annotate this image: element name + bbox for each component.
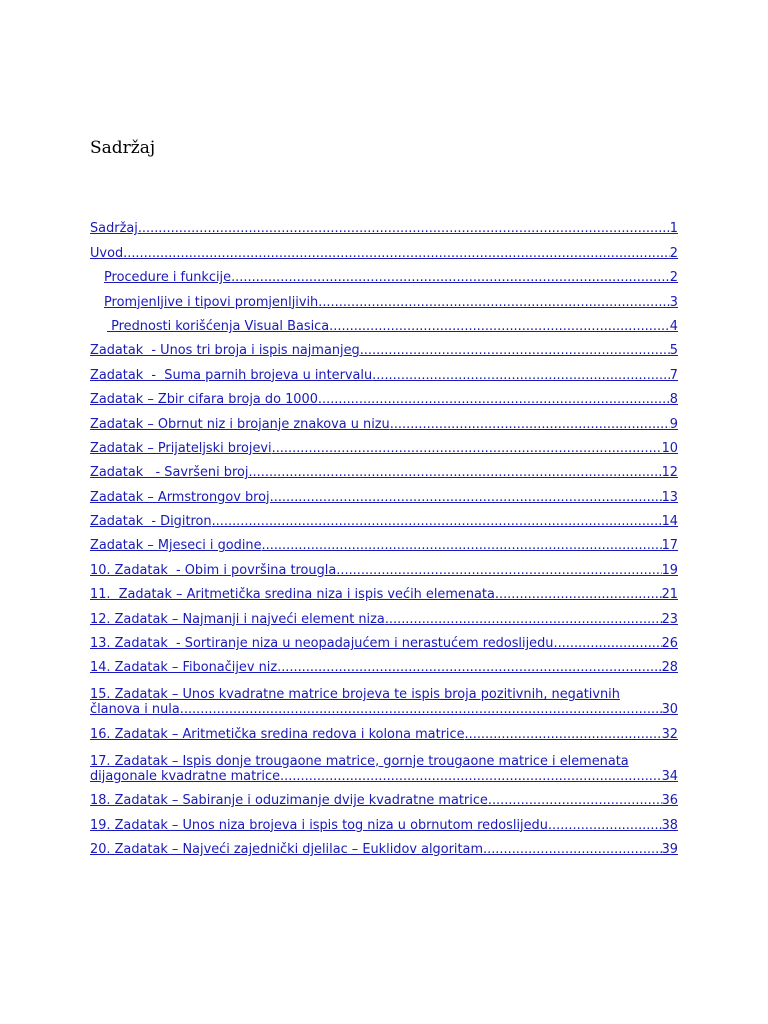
toc-entry-title-line1: 15. Zadatak – Unos kvadratne matrice brojeva te ispis broja pozitivnih, negativnih xyxy=(90,687,620,703)
toc-page-number: 21 xyxy=(661,587,678,603)
toc-page-number: 23 xyxy=(661,611,678,627)
toc-entry-title: 16. Zadatak – Aritmetička sredina redova i kolona matrice xyxy=(90,726,465,742)
table-of-contents xyxy=(90,212,678,857)
toc-dot-leader xyxy=(231,270,670,285)
toc-dot-leader xyxy=(372,368,670,383)
toc-entry-title: Zadatak - Unos tri broja i ispis najmanjeg xyxy=(90,343,360,359)
toc-page-number: 38 xyxy=(661,817,678,833)
toc-entry-title: Zadatak - Savršeni broj xyxy=(90,465,249,481)
toc-page-number: 17 xyxy=(661,538,678,554)
toc-entry[interactable] xyxy=(90,285,678,309)
toc-page-number: 32 xyxy=(661,726,678,742)
toc-page-number: 4 xyxy=(669,318,678,334)
toc-page-number: 39 xyxy=(661,841,678,857)
toc-page-number: 10 xyxy=(661,440,678,456)
toc-entry[interactable] xyxy=(90,742,678,784)
toc-page-number: 26 xyxy=(661,636,678,652)
toc-page-number: 7 xyxy=(669,367,678,383)
toc-page-number: 2 xyxy=(669,270,678,286)
toc-dot-leader xyxy=(495,587,662,602)
toc-dot-leader xyxy=(318,295,670,310)
toc-dot-leader xyxy=(262,538,662,553)
toc-entry[interactable] xyxy=(90,456,678,480)
toc-heading: Sadržaj xyxy=(90,138,156,158)
toc-entry-title: 18. Zadatak – Sabiranje i oduzimanje dvije kvadratne matrice xyxy=(90,793,488,809)
toc-entry-title: Zadatak – Mjeseci i godine xyxy=(90,538,262,554)
toc-dot-leader xyxy=(465,727,662,742)
toc-entry[interactable] xyxy=(90,602,678,626)
toc-dot-leader xyxy=(548,818,662,833)
toc-entry-title-line2-row xyxy=(90,702,678,717)
toc-page-number: 3 xyxy=(669,294,678,310)
toc-entry[interactable] xyxy=(90,675,678,717)
toc-page-number: 13 xyxy=(661,489,678,505)
toc-entry-title: 11. Zadatak – Aritmetička sredina niza i ispis većih elemenata xyxy=(90,587,495,603)
toc-dot-leader xyxy=(180,702,662,717)
toc-dot-leader xyxy=(553,636,661,651)
toc-entry-title: 12. Zadatak – Najmanji i najveći element niza xyxy=(90,611,385,627)
toc-dot-leader xyxy=(360,343,670,358)
toc-entry[interactable] xyxy=(90,505,678,529)
toc-entry[interactable] xyxy=(90,833,678,857)
toc-page-number: 5 xyxy=(669,343,678,359)
toc-dot-leader xyxy=(336,563,661,578)
toc-entry[interactable] xyxy=(90,651,678,675)
toc-entry[interactable] xyxy=(90,212,678,236)
toc-entry[interactable] xyxy=(90,808,678,832)
toc-entry-title-line2: članova i nula xyxy=(90,702,180,718)
toc-entry-title: 10. Zadatak - Obim i površina trougla xyxy=(90,562,337,578)
toc-dot-leader xyxy=(277,660,662,675)
toc-entry[interactable] xyxy=(90,480,678,504)
toc-entry[interactable] xyxy=(90,310,678,334)
toc-entry[interactable] xyxy=(90,529,678,553)
toc-dot-leader xyxy=(272,441,662,456)
toc-entry[interactable] xyxy=(90,358,678,382)
toc-entry-title: 19. Zadatak – Unos niza brojeva i ispis tog niza u obrnutom redoslijedu xyxy=(90,817,548,833)
toc-entry[interactable] xyxy=(90,334,678,358)
toc-entry-title: 13. Zadatak - Sortiranje niza u neopadajućem i nerastućem redoslijedu xyxy=(90,636,554,652)
toc-entry[interactable] xyxy=(90,432,678,456)
toc-dot-leader xyxy=(483,842,662,857)
toc-entry-title: Zadatak – Armstrongov broj xyxy=(90,489,270,505)
toc-entry-title-line2-row xyxy=(90,769,678,784)
toc-entry-title: Zadatak - Digitron xyxy=(90,514,212,530)
toc-entry[interactable] xyxy=(90,717,678,741)
toc-dot-leader xyxy=(329,319,670,334)
toc-page-number: 34 xyxy=(661,768,678,784)
toc-page-number: 1 xyxy=(669,221,678,237)
toc-dot-leader xyxy=(270,490,662,505)
toc-entry[interactable] xyxy=(90,553,678,577)
toc-entry-title-line2: dijagonale kvadratne matrice xyxy=(90,768,281,784)
toc-dot-leader xyxy=(123,246,670,261)
toc-page-number: 14 xyxy=(661,514,678,530)
toc-page-number: 2 xyxy=(669,245,678,261)
toc-entry[interactable] xyxy=(90,627,678,651)
toc-dot-leader xyxy=(318,392,670,407)
toc-page-number: 12 xyxy=(661,465,678,481)
toc-entry[interactable] xyxy=(90,407,678,431)
toc-page-number: 19 xyxy=(661,562,678,578)
toc-entry-title: Prednosti korišćenja Visual Basica xyxy=(107,318,330,334)
toc-page-number: 8 xyxy=(669,392,678,408)
toc-entry-title-line1: 17. Zadatak – Ispis donje trougaone matrice, gornje trougaone matrice i elemenata xyxy=(90,753,629,769)
toc-entry-title: Zadatak – Prijateljski brojevi xyxy=(90,440,272,456)
toc-entry-title: Procedure i funkcije xyxy=(104,270,232,286)
toc-dot-leader xyxy=(385,612,662,627)
toc-dot-leader xyxy=(248,465,661,480)
toc-entry[interactable] xyxy=(90,261,678,285)
toc-page-number: 9 xyxy=(669,416,678,432)
toc-entry[interactable] xyxy=(90,578,678,602)
toc-entry[interactable] xyxy=(90,236,678,260)
toc-dot-leader xyxy=(390,417,670,432)
toc-dot-leader xyxy=(488,793,662,808)
toc-entry-title: Zadatak – Zbir cifara broja do 1000 xyxy=(90,392,318,408)
toc-entry-title: 20. Zadatak – Najveći zajednički djelilac – Euklidov algoritam xyxy=(90,841,484,857)
toc-entry-title: Uvod xyxy=(90,245,124,261)
toc-entry-title: Sadržaj xyxy=(90,221,138,237)
toc-entry-title: 14. Zadatak – Fibonačijev niz xyxy=(90,660,278,676)
toc-entry-title-wrap xyxy=(90,687,678,717)
toc-entry[interactable] xyxy=(90,383,678,407)
toc-dot-leader xyxy=(212,514,662,529)
toc-page-number: 30 xyxy=(661,702,678,718)
toc-entry[interactable] xyxy=(90,784,678,808)
toc-entry-title: Zadatak - Suma parnih brojeva u intervalu xyxy=(90,367,373,383)
toc-page-number: 28 xyxy=(661,660,678,676)
toc-page-number: 36 xyxy=(661,793,678,809)
toc-entry-title: Zadatak – Obrnut niz i brojanje znakova u nizu xyxy=(90,416,390,432)
toc-dot-leader xyxy=(280,769,662,784)
toc-entry-title-wrap xyxy=(90,754,678,784)
toc-entry-title: Promjenljive i tipovi promjenljivih xyxy=(104,294,319,310)
toc-dot-leader xyxy=(138,221,670,236)
